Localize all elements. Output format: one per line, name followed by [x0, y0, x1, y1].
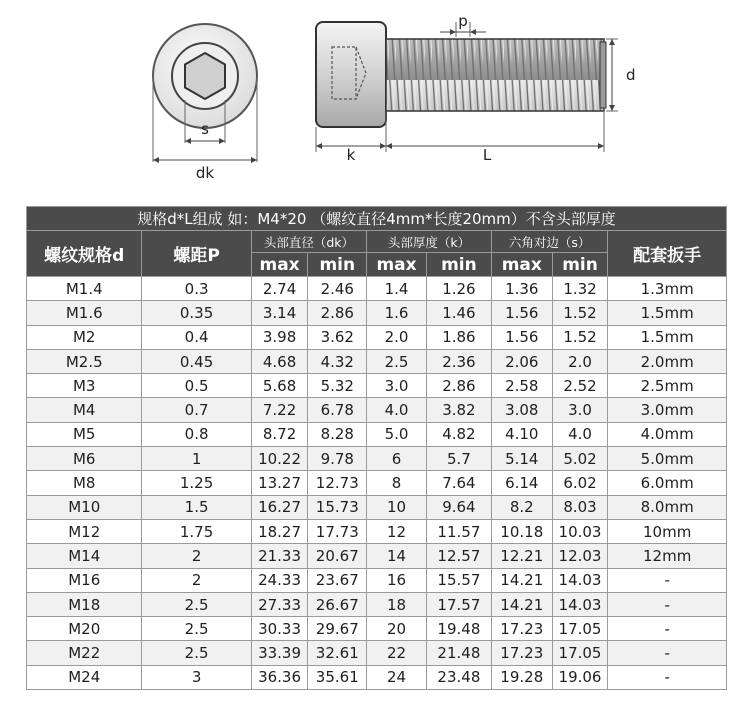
table-row: [27, 398, 727, 422]
cell-dk-max: 36.36: [251, 665, 308, 689]
cell-dk-max: 5.68: [251, 374, 308, 398]
table-row: [27, 519, 727, 543]
cell-k-max: 10: [367, 495, 427, 519]
cell-pitch: 3: [142, 665, 251, 689]
label-s: s: [201, 120, 209, 138]
cell-thread-spec: M24: [27, 665, 142, 689]
cell-wrench: -: [608, 617, 727, 641]
cell-wrench: 10mm: [608, 519, 727, 543]
cell-pitch: 0.7: [142, 398, 251, 422]
cell-wrench: 12mm: [608, 544, 727, 568]
header-k-min: min: [426, 253, 491, 277]
cell-dk-max: 3.14: [251, 301, 308, 325]
cell-s-max: 1.56: [491, 325, 552, 349]
cell-pitch: 0.5: [142, 374, 251, 398]
header-k-max: max: [367, 253, 427, 277]
cell-dk-min: 32.61: [308, 641, 367, 665]
cell-s-max: 2.58: [491, 374, 552, 398]
cell-pitch: 2.5: [142, 617, 251, 641]
cell-k-max: 18: [367, 592, 427, 616]
table-row: [27, 471, 727, 495]
cell-s-min: 8.03: [552, 495, 608, 519]
cell-dk-min: 23.67: [308, 568, 367, 592]
label-d: d: [626, 66, 636, 84]
cell-thread-spec: M1.6: [27, 301, 142, 325]
cell-thread-spec: M4: [27, 398, 142, 422]
cell-k-max: 16: [367, 568, 427, 592]
cell-thread-spec: M14: [27, 544, 142, 568]
header-s-min: min: [552, 253, 608, 277]
cell-s-max: 17.23: [491, 641, 552, 665]
header-dk-max: max: [251, 253, 308, 277]
cell-pitch: 2.5: [142, 592, 251, 616]
L-arrow-left: [386, 143, 392, 149]
cell-k-min: 4.82: [426, 422, 491, 446]
cell-k-max: 24: [367, 665, 427, 689]
s-arrow-left: [185, 138, 191, 144]
cell-pitch: 0.45: [142, 349, 251, 373]
cell-pitch: 1.25: [142, 471, 251, 495]
cell-k-max: 20: [367, 617, 427, 641]
screw-head-side: [316, 22, 386, 127]
cell-k-max: 2.5: [367, 349, 427, 373]
p-arrow-right: [470, 29, 476, 35]
cell-pitch: 1: [142, 447, 251, 471]
cell-wrench: -: [608, 592, 727, 616]
table-row: [27, 544, 727, 568]
cell-s-min: 19.06: [552, 665, 608, 689]
cell-dk-min: 12.73: [308, 471, 367, 495]
cell-s-min: 14.03: [552, 592, 608, 616]
cell-k-min: 23.48: [426, 665, 491, 689]
table-caption: 规格d*L组成 如：M4*20 （螺纹直径4mm*长度20mm）不含头部厚度: [27, 207, 727, 231]
label-k: k: [346, 146, 356, 164]
cell-k-max: 14: [367, 544, 427, 568]
header-s-max: max: [491, 253, 552, 277]
cell-k-max: 6: [367, 447, 427, 471]
screw-technical-drawing: [0, 0, 750, 200]
header-head-diameter: 头部直径（dk）: [251, 231, 366, 253]
cell-dk-min: 20.67: [308, 544, 367, 568]
cell-k-max: 1.4: [367, 277, 427, 301]
cell-s-max: 14.21: [491, 568, 552, 592]
cell-wrench: 1.3mm: [608, 277, 727, 301]
table-row: [27, 301, 727, 325]
cell-k-max: 5.0: [367, 422, 427, 446]
cell-dk-max: 3.98: [251, 325, 308, 349]
table-row: [27, 422, 727, 446]
cell-pitch: 2.5: [142, 641, 251, 665]
table-row: [27, 641, 727, 665]
table-row: [27, 665, 727, 689]
cell-s-min: 17.05: [552, 617, 608, 641]
cell-thread-spec: M1.4: [27, 277, 142, 301]
cell-s-min: 14.03: [552, 568, 608, 592]
cell-wrench: 8.0mm: [608, 495, 727, 519]
cell-wrench: 1.5mm: [608, 325, 727, 349]
cell-k-min: 1.26: [426, 277, 491, 301]
cell-s-min: 1.32: [552, 277, 608, 301]
dk-arrow-left: [153, 157, 159, 163]
cell-dk-max: 16.27: [251, 495, 308, 519]
cell-s-min: 2.52: [552, 374, 608, 398]
cell-dk-min: 2.46: [308, 277, 367, 301]
cell-k-min: 15.57: [426, 568, 491, 592]
cell-wrench: -: [608, 641, 727, 665]
cell-k-min: 17.57: [426, 592, 491, 616]
cell-s-max: 3.08: [491, 398, 552, 422]
cell-thread-spec: M3: [27, 374, 142, 398]
cell-dk-min: 17.73: [308, 519, 367, 543]
header-wrench: 配套扳手: [608, 231, 727, 277]
cell-s-max: 19.28: [491, 665, 552, 689]
s-arrow-right: [219, 138, 225, 144]
cell-s-max: 12.21: [491, 544, 552, 568]
hex-socket: [185, 53, 225, 99]
cell-k-max: 12: [367, 519, 427, 543]
cell-wrench: 1.5mm: [608, 301, 727, 325]
table-row: [27, 592, 727, 616]
cell-k-min: 7.64: [426, 471, 491, 495]
cell-k-min: 1.46: [426, 301, 491, 325]
cell-k-max: 22: [367, 641, 427, 665]
cell-thread-spec: M8: [27, 471, 142, 495]
header-thread-spec: 螺纹规格d: [27, 231, 142, 277]
cell-dk-min: 35.61: [308, 665, 367, 689]
table-row: [27, 277, 727, 301]
cell-k-min: 21.48: [426, 641, 491, 665]
cell-k-min: 2.86: [426, 374, 491, 398]
cell-thread-spec: M22: [27, 641, 142, 665]
threaded-shaft: [386, 39, 604, 111]
cell-k-min: 12.57: [426, 544, 491, 568]
cell-pitch: 1.75: [142, 519, 251, 543]
cell-dk-max: 7.22: [251, 398, 308, 422]
d-arrow-bottom: [609, 105, 615, 111]
cell-k-max: 4.0: [367, 398, 427, 422]
cell-dk-min: 29.67: [308, 617, 367, 641]
cell-k-min: 2.36: [426, 349, 491, 373]
cell-dk-max: 4.68: [251, 349, 308, 373]
cell-pitch: 0.3: [142, 277, 251, 301]
cell-k-min: 5.7: [426, 447, 491, 471]
cell-s-min: 17.05: [552, 641, 608, 665]
cell-s-max: 17.23: [491, 617, 552, 641]
cell-wrench: 2.5mm: [608, 374, 727, 398]
k-arrow-right: [380, 143, 386, 149]
cell-dk-max: 21.33: [251, 544, 308, 568]
table-row: [27, 568, 727, 592]
cell-s-max: 1.56: [491, 301, 552, 325]
cell-k-min: 3.82: [426, 398, 491, 422]
cell-k-min: 9.64: [426, 495, 491, 519]
cell-k-min: 19.48: [426, 617, 491, 641]
cell-k-max: 8: [367, 471, 427, 495]
cell-pitch: 0.4: [142, 325, 251, 349]
cell-dk-max: 10.22: [251, 447, 308, 471]
cell-dk-max: 27.33: [251, 592, 308, 616]
cell-s-min: 5.02: [552, 447, 608, 471]
cell-dk-max: 8.72: [251, 422, 308, 446]
screw-drawing-svg: [0, 0, 750, 200]
cell-pitch: 2: [142, 568, 251, 592]
cell-k-min: 1.86: [426, 325, 491, 349]
cell-s-max: 8.2: [491, 495, 552, 519]
spec-table-body: [27, 277, 727, 690]
cell-dk-min: 8.28: [308, 422, 367, 446]
cell-thread-spec: M6: [27, 447, 142, 471]
cell-dk-min: 2.86: [308, 301, 367, 325]
table-row: [27, 374, 727, 398]
cell-thread-spec: M18: [27, 592, 142, 616]
table-row: [27, 325, 727, 349]
cell-thread-spec: M2.5: [27, 349, 142, 373]
header-dk-min: min: [308, 253, 367, 277]
cell-s-min: 12.03: [552, 544, 608, 568]
cell-s-max: 1.36: [491, 277, 552, 301]
cell-dk-min: 4.32: [308, 349, 367, 373]
cell-pitch: 1.5: [142, 495, 251, 519]
cell-dk-max: 18.27: [251, 519, 308, 543]
cell-s-max: 6.14: [491, 471, 552, 495]
label-p: p: [458, 12, 468, 30]
table-row: [27, 495, 727, 519]
cell-dk-max: 13.27: [251, 471, 308, 495]
cell-dk-max: 30.33: [251, 617, 308, 641]
cell-thread-spec: M10: [27, 495, 142, 519]
cell-wrench: 4.0mm: [608, 422, 727, 446]
cell-thread-spec: M16: [27, 568, 142, 592]
cell-k-min: 11.57: [426, 519, 491, 543]
cell-s-max: 14.21: [491, 592, 552, 616]
cell-s-max: 4.10: [491, 422, 552, 446]
cell-dk-min: 3.62: [308, 325, 367, 349]
header-head-thickness: 头部厚度（k）: [367, 231, 492, 253]
cell-s-min: 1.52: [552, 325, 608, 349]
L-arrow-right: [598, 143, 604, 149]
cell-thread-spec: M5: [27, 422, 142, 446]
shaft-end: [600, 42, 606, 108]
cell-thread-spec: M20: [27, 617, 142, 641]
cell-s-max: 5.14: [491, 447, 552, 471]
cell-thread-spec: M2: [27, 325, 142, 349]
cell-wrench: -: [608, 665, 727, 689]
cell-dk-max: 2.74: [251, 277, 308, 301]
cell-wrench: 5.0mm: [608, 447, 727, 471]
cell-s-max: 2.06: [491, 349, 552, 373]
cell-s-min: 10.03: [552, 519, 608, 543]
cell-dk-max: 24.33: [251, 568, 308, 592]
p-arrow-left: [450, 29, 456, 35]
table-row: [27, 447, 727, 471]
d-arrow-top: [609, 39, 615, 45]
cell-wrench: 3.0mm: [608, 398, 727, 422]
cell-pitch: 2: [142, 544, 251, 568]
cell-s-min: 6.02: [552, 471, 608, 495]
cell-k-max: 3.0: [367, 374, 427, 398]
cell-thread-spec: M12: [27, 519, 142, 543]
top-view: [153, 24, 257, 182]
cell-s-min: 3.0: [552, 398, 608, 422]
k-arrow-left: [316, 143, 322, 149]
label-L: L: [482, 146, 492, 164]
cell-wrench: 6.0mm: [608, 471, 727, 495]
header-hex-across-flats: 六角对边（s）: [491, 231, 607, 253]
cell-dk-min: 5.32: [308, 374, 367, 398]
cell-dk-min: 26.67: [308, 592, 367, 616]
cell-dk-min: 9.78: [308, 447, 367, 471]
cell-pitch: 0.8: [142, 422, 251, 446]
side-view: [316, 12, 636, 164]
label-dk: dk: [195, 164, 215, 182]
cell-wrench: 2.0mm: [608, 349, 727, 373]
cell-k-max: 1.6: [367, 301, 427, 325]
cell-dk-min: 15.73: [308, 495, 367, 519]
screw-spec-table: [26, 206, 727, 690]
cell-wrench: -: [608, 568, 727, 592]
dk-arrow-right: [251, 157, 257, 163]
cell-s-min: 1.52: [552, 301, 608, 325]
table-row: [27, 617, 727, 641]
cell-s-min: 2.0: [552, 349, 608, 373]
table-row: [27, 349, 727, 373]
cell-s-min: 4.0: [552, 422, 608, 446]
cell-dk-min: 6.78: [308, 398, 367, 422]
cell-s-max: 10.18: [491, 519, 552, 543]
header-pitch: 螺距P: [142, 231, 251, 277]
cell-pitch: 0.35: [142, 301, 251, 325]
cell-k-max: 2.0: [367, 325, 427, 349]
cell-dk-max: 33.39: [251, 641, 308, 665]
